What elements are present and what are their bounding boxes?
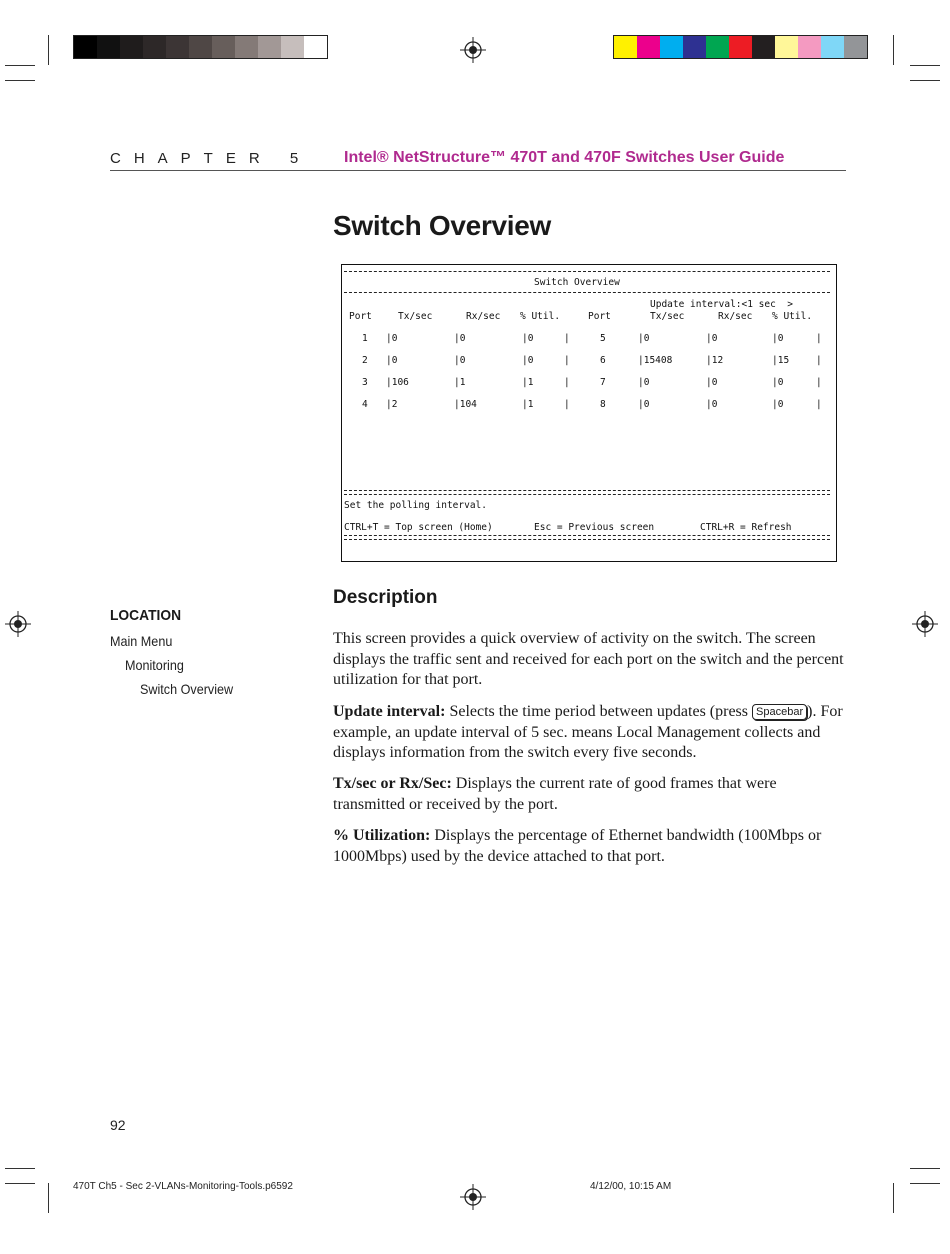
footer-filename: 470T Ch5 - Sec 2-VLANs-Monitoring-Tools.p6592: [73, 1181, 293, 1192]
location-heading: LOCATION: [110, 607, 182, 624]
column-header: Port: [349, 311, 372, 322]
registration-mark-icon: [460, 1184, 486, 1210]
port-table-cell: 1: [362, 333, 368, 344]
color-swatch: [143, 36, 166, 58]
term-text: Displays the percentage of Ethernet bandwidth (100Mbps or 1000Mbps) used by the device attached to that port.: [333, 827, 822, 865]
column-header: Rx/sec: [466, 311, 501, 322]
port-table-cell: |0: [454, 333, 466, 344]
registration-mark-icon: [460, 37, 486, 63]
update-interval-field[interactable]: Update interval:<1 sec >: [650, 299, 793, 310]
switch-overview-screen: [341, 264, 837, 562]
term-text: Displays the current rate of good frames that were transmitted or received by the port.: [333, 775, 777, 813]
grayscale-calibration-bar: [73, 35, 328, 59]
port-table-cell: |: [564, 399, 570, 410]
color-swatch: [120, 36, 143, 58]
footer-timestamp: 4/12/00, 10:15 AM: [590, 1181, 672, 1192]
location-item: Monitoring: [125, 657, 184, 673]
header-rule: [110, 170, 846, 171]
color-swatch: [729, 36, 752, 58]
port-table-cell: |0: [386, 333, 398, 344]
port-table-cell: |1: [454, 377, 466, 388]
color-swatch: [614, 36, 637, 58]
utilization-paragraph: [333, 826, 848, 867]
term-text: Selects the time period between updates (press: [445, 703, 753, 720]
port-table-cell: |0: [638, 377, 650, 388]
port-table-cell: |15: [772, 355, 790, 366]
port-table-cell: |0: [706, 399, 718, 410]
description-heading: Description: [333, 587, 438, 608]
color-swatch: [304, 36, 327, 58]
port-table-cell: 5: [600, 333, 606, 344]
port-table-cell: |104: [454, 399, 477, 410]
port-table-cell: |0: [706, 333, 718, 344]
description-intro: This screen provides a quick overview of activity on the switch. The screen displays the traffic sent and received for each port on the switch and the percent utilization for that port.: [333, 630, 844, 688]
registration-mark-icon: [912, 611, 938, 637]
port-table-cell: |12: [706, 355, 724, 366]
port-table-cell: 2: [362, 355, 368, 366]
column-header: % Util.: [520, 311, 561, 322]
column-header: Port: [588, 311, 611, 322]
color-swatch: [258, 36, 281, 58]
color-swatch: [844, 36, 867, 58]
color-swatch: [97, 36, 120, 58]
color-swatch: [752, 36, 775, 58]
key-previous-screen: Esc = Previous screen: [534, 522, 655, 533]
port-table-cell: |: [816, 333, 822, 344]
screen-title: Switch Overview: [534, 277, 620, 288]
port-table-cell: |0: [386, 355, 398, 366]
port-table-cell: |0: [706, 377, 718, 388]
color-swatch: [660, 36, 683, 58]
port-table-cell: |: [816, 399, 822, 410]
page-title: Switch Overview: [333, 210, 552, 241]
divider: [344, 490, 830, 495]
term-label: % Utilization:: [333, 827, 431, 844]
column-header: Tx/sec: [650, 311, 685, 322]
color-swatch: [683, 36, 706, 58]
port-table-cell: |15408: [638, 355, 673, 366]
page-number: 92: [110, 1117, 126, 1133]
update-interval-paragraph: [333, 702, 848, 764]
term-label: Tx/sec or Rx/Sec:: [333, 775, 452, 792]
column-header: % Util.: [772, 311, 813, 322]
port-table-cell: |0: [772, 333, 784, 344]
color-swatch: [798, 36, 821, 58]
column-header: Tx/sec: [398, 311, 433, 322]
port-table-cell: |106: [386, 377, 409, 388]
color-swatch: [706, 36, 729, 58]
divider: [344, 535, 830, 540]
port-table-cell: |: [564, 333, 570, 344]
key-refresh: CTRL+R = Refresh: [700, 522, 792, 533]
port-table-cell: |0: [772, 377, 784, 388]
color-swatch: [281, 36, 304, 58]
port-table-cell: |0: [522, 333, 534, 344]
registration-mark-icon: [5, 611, 31, 637]
column-header: Rx/sec: [718, 311, 753, 322]
spacebar-key: Spacebar: [752, 704, 807, 720]
port-table-cell: 3: [362, 377, 368, 388]
port-table-cell: |0: [638, 333, 650, 344]
port-table-cell: 6: [600, 355, 606, 366]
location-item: Main Menu: [110, 633, 173, 649]
divider: [344, 271, 830, 272]
port-table-cell: |1: [522, 377, 534, 388]
port-table-cell: |: [816, 355, 822, 366]
port-table-cell: |: [564, 377, 570, 388]
location-item: Switch Overview: [140, 681, 234, 697]
color-calibration-bar: [613, 35, 868, 59]
txrx-paragraph: [333, 774, 848, 815]
port-table-cell: 7: [600, 377, 606, 388]
color-swatch: [235, 36, 258, 58]
port-table-cell: |0: [638, 399, 650, 410]
chapter-label: CHAPTER 5: [110, 150, 312, 167]
color-swatch: [74, 36, 97, 58]
divider: [344, 292, 830, 293]
term-label: Update interval:: [333, 703, 446, 720]
port-table-cell: |0: [454, 355, 466, 366]
color-swatch: [189, 36, 212, 58]
port-table-cell: 4: [362, 399, 368, 410]
color-swatch: [166, 36, 189, 58]
port-table-cell: |: [816, 377, 822, 388]
port-table-cell: 8: [600, 399, 606, 410]
port-table-cell: |: [564, 355, 570, 366]
color-swatch: [212, 36, 235, 58]
color-swatch: [821, 36, 844, 58]
port-table-cell: |2: [386, 399, 398, 410]
status-line: Set the polling interval.: [344, 500, 487, 511]
port-table-cell: |0: [772, 399, 784, 410]
color-swatch: [637, 36, 660, 58]
port-table-cell: |0: [522, 355, 534, 366]
guide-title: Intel® NetStructure™ 470T and 470F Switches User Guide: [344, 149, 785, 166]
key-top-screen: CTRL+T = Top screen (Home): [344, 522, 493, 533]
port-table-cell: |1: [522, 399, 534, 410]
term-text: ). For example, an update interval of 5 sec. means Local Management collects and displays information from the switch every five seconds.: [333, 703, 843, 761]
color-swatch: [775, 36, 798, 58]
